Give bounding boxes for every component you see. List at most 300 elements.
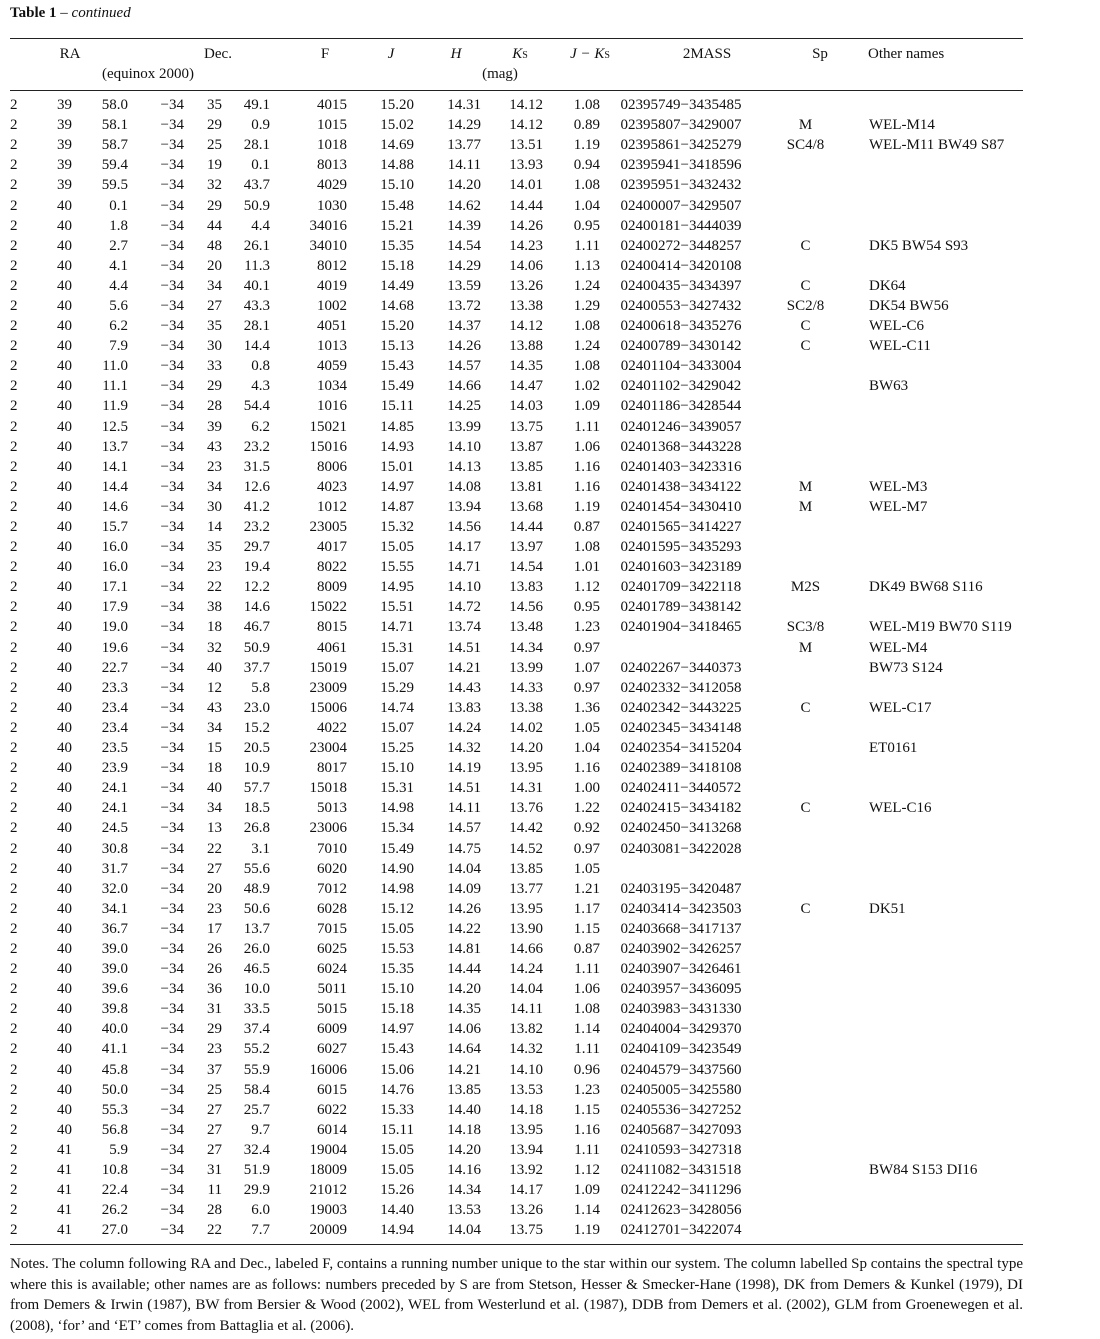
ks-mag-cell: 14.32 [509, 1041, 543, 1058]
table-row [10, 939, 1029, 959]
j-mag-cell: 15.18 [380, 1001, 414, 1018]
dec-m-cell: 29 [207, 117, 222, 134]
ra-m-cell: 40 [57, 800, 72, 817]
other-names-cell [849, 1019, 1029, 1039]
ra-h-cell: 2 [10, 1061, 18, 1078]
dec-s-cell: 10.9 [243, 760, 270, 777]
f-number-cell: 7015 [317, 920, 347, 937]
spectral-type-cell [762, 1120, 849, 1140]
other-names-cell: BW73 S124 [869, 659, 943, 676]
table-row [10, 316, 1029, 336]
dec-s-cell: 58.4 [243, 1081, 270, 1098]
j-mag-cell: 15.10 [380, 760, 414, 777]
dec-m-cell: 35 [207, 539, 222, 556]
dec-m-cell: 22 [207, 579, 222, 596]
ra-m-cell: 40 [57, 519, 72, 536]
spectral-type-cell [762, 597, 849, 617]
h-mag-cell: 14.39 [447, 217, 481, 234]
twomass-id-cell: 02402342−3443225 [620, 699, 742, 716]
twomass-id-cell: 02403668−3417137 [620, 920, 742, 937]
table-row [10, 537, 1029, 557]
j-mag-cell: 14.88 [380, 157, 414, 174]
f-number-cell: 8009 [317, 579, 347, 596]
ra-h-cell: 2 [10, 679, 18, 696]
dec-d-cell: −34 [160, 599, 184, 616]
h-mag-cell: 14.04 [447, 860, 481, 877]
f-number-cell: 19004 [309, 1141, 347, 1158]
twomass-id-cell: 02401102−3429042 [620, 378, 742, 395]
other-names-cell [849, 859, 1029, 879]
table-row [10, 256, 1029, 276]
j-ks-color-cell: 1.08 [573, 539, 600, 556]
ra-s-cell: 10.8 [101, 1162, 128, 1179]
twomass-id-cell: 02400414−3420108 [620, 257, 742, 274]
ra-s-cell: 7.9 [109, 338, 128, 355]
j-mag-cell: 15.35 [380, 961, 414, 978]
other-names-cell [849, 417, 1029, 437]
h-mag-cell: 13.85 [447, 1081, 481, 1098]
ks-mag-cell: 14.52 [509, 840, 543, 857]
dec-d-cell: −34 [160, 699, 184, 716]
j-mag-cell: 15.43 [380, 1041, 414, 1058]
j-ks-color-cell: 1.17 [573, 900, 600, 917]
ra-h-cell: 2 [10, 639, 18, 656]
j-ks-color-cell: 1.15 [573, 1101, 600, 1118]
j-mag-cell: 15.20 [380, 318, 414, 335]
ra-m-cell: 40 [57, 719, 72, 736]
ra-h-cell: 2 [10, 920, 18, 937]
ra-m-cell: 40 [57, 478, 72, 495]
h-mag-cell: 14.21 [447, 659, 481, 676]
spectral-type-cell: M [798, 498, 813, 515]
j-mag-cell: 14.71 [380, 619, 414, 636]
table-row [10, 1100, 1029, 1120]
ks-mag-cell: 14.24 [509, 961, 543, 978]
spectral-type-cell [762, 979, 849, 999]
h-mag-cell: 14.31 [447, 97, 481, 114]
dec-d-cell: −34 [160, 297, 184, 314]
h-mag-cell: 14.04 [447, 1222, 481, 1239]
j-ks-color-cell: 1.04 [573, 740, 600, 757]
ra-h-cell: 2 [10, 1141, 18, 1158]
ra-s-cell: 22.7 [101, 659, 128, 676]
ra-m-cell: 40 [57, 981, 72, 998]
ra-h-cell: 2 [10, 961, 18, 978]
other-names-cell [849, 437, 1029, 457]
f-number-cell: 18009 [309, 1162, 347, 1179]
other-names-cell: DK49 BW68 S116 [869, 579, 983, 596]
f-number-cell: 4061 [317, 639, 347, 656]
twomass-id-cell: 02402345−3434148 [620, 719, 742, 736]
j-ks-color-cell: 1.16 [573, 478, 600, 495]
h-mag-cell: 13.74 [447, 619, 481, 636]
f-number-cell: 21012 [309, 1182, 347, 1199]
h-mag-cell: 13.94 [447, 498, 481, 515]
twomass-id-cell: 02412623−3428056 [620, 1202, 742, 1219]
dec-d-cell: −34 [160, 237, 184, 254]
dec-s-cell: 23.0 [243, 699, 270, 716]
dec-m-cell: 48 [207, 237, 222, 254]
ra-h-cell: 2 [10, 1001, 18, 1018]
dec-s-cell: 0.9 [251, 117, 270, 134]
twomass-id-cell: 02401454−3430410 [620, 498, 742, 515]
spectral-type-cell [762, 1180, 849, 1200]
j-ks-color-cell: 1.14 [573, 1021, 600, 1038]
twomass-id-cell: 02402411−3440572 [620, 780, 742, 797]
f-number-cell: 1034 [317, 378, 347, 395]
dec-d-cell: −34 [160, 458, 184, 475]
h-mag-cell: 14.40 [447, 1101, 481, 1118]
ra-s-cell: 39.6 [101, 981, 128, 998]
table-row [10, 195, 1029, 215]
twomass-id-cell: 02395749−3435485 [620, 97, 742, 114]
f-number-cell: 1012 [317, 498, 347, 515]
table-row [10, 838, 1029, 858]
ra-s-cell: 17.1 [101, 579, 128, 596]
twomass-id-cell: 02403957−3436095 [620, 981, 742, 998]
header-2mass: 2MASS [682, 46, 732, 62]
ra-h-cell: 2 [10, 117, 18, 134]
f-number-cell: 8006 [317, 458, 347, 475]
f-number-cell: 6022 [317, 1101, 347, 1118]
ra-h-cell: 2 [10, 900, 18, 917]
dec-m-cell: 35 [207, 97, 222, 114]
spectral-type-cell: SC4/8 [786, 137, 825, 154]
ra-m-cell: 40 [57, 438, 72, 455]
other-names-cell [849, 557, 1029, 577]
ra-s-cell: 58.7 [101, 137, 128, 154]
other-names-cell [849, 537, 1029, 557]
dec-d-cell: −34 [160, 860, 184, 877]
table-row [10, 617, 1029, 637]
twomass-id-cell: 02405687−3427093 [620, 1121, 742, 1138]
ks-mag-cell: 14.26 [509, 217, 543, 234]
j-mag-cell: 15.05 [380, 920, 414, 937]
h-mag-cell: 14.20 [447, 981, 481, 998]
twomass-id-cell: 02403195−3420487 [620, 880, 742, 897]
dec-s-cell: 0.1 [251, 157, 270, 174]
j-mag-cell: 14.87 [380, 498, 414, 515]
spectral-type-cell: C [800, 277, 811, 294]
other-names-cell: WEL-M19 BW70 S119 [869, 619, 1012, 636]
ra-h-cell: 2 [10, 418, 18, 435]
h-mag-cell: 14.22 [447, 920, 481, 937]
dec-d-cell: −34 [160, 197, 184, 214]
j-mag-cell: 15.26 [380, 1182, 414, 1199]
ks-mag-cell: 14.12 [509, 318, 543, 335]
f-number-cell: 7012 [317, 880, 347, 897]
ra-s-cell: 24.1 [101, 800, 128, 817]
other-names-cell [849, 678, 1029, 698]
j-ks-color-cell: 1.11 [574, 1141, 600, 1158]
other-names-cell: WEL-C6 [869, 318, 924, 335]
dec-d-cell: −34 [160, 438, 184, 455]
other-names-cell [849, 939, 1029, 959]
ra-m-cell: 40 [57, 780, 72, 797]
f-number-cell: 5011 [317, 981, 347, 998]
dec-m-cell: 40 [207, 659, 222, 676]
dec-s-cell: 55.9 [243, 1061, 270, 1078]
j-ks-color-cell: 0.95 [573, 217, 600, 234]
f-number-cell: 4051 [317, 318, 347, 335]
other-names-cell [849, 195, 1029, 215]
table-row [10, 557, 1029, 577]
ra-h-cell: 2 [10, 197, 18, 214]
ra-m-cell: 40 [57, 318, 72, 335]
other-names-cell [849, 597, 1029, 617]
ra-s-cell: 22.4 [101, 1182, 128, 1199]
table-row [10, 758, 1029, 778]
h-mag-cell: 14.08 [447, 478, 481, 495]
dec-s-cell: 50.6 [243, 900, 270, 917]
dec-m-cell: 30 [207, 338, 222, 355]
j-ks-color-cell: 1.00 [573, 780, 600, 797]
twomass-id-cell: 02412701−3422074 [620, 1222, 742, 1239]
f-number-cell: 23004 [309, 740, 347, 757]
f-number-cell: 1002 [317, 297, 347, 314]
twomass-id-cell [600, 859, 762, 879]
dec-d-cell: −34 [160, 820, 184, 837]
dec-d-cell: −34 [160, 177, 184, 194]
dec-s-cell: 26.8 [243, 820, 270, 837]
j-mag-cell: 15.07 [380, 659, 414, 676]
ks-mag-cell: 14.03 [509, 398, 543, 415]
ks-mag-cell: 14.42 [509, 820, 543, 837]
dec-d-cell: −34 [160, 559, 184, 576]
table-row [10, 638, 1029, 658]
dec-m-cell: 25 [207, 1081, 222, 1098]
dec-m-cell: 31 [207, 1162, 222, 1179]
j-mag-cell: 15.32 [380, 519, 414, 536]
ks-mag-cell: 13.68 [509, 498, 543, 515]
ks-mag-cell: 13.95 [509, 900, 543, 917]
j-mag-cell: 15.29 [380, 679, 414, 696]
twomass-id-cell: 02403902−3426257 [620, 940, 742, 957]
ra-m-cell: 40 [57, 880, 72, 897]
j-ks-color-cell: 1.12 [573, 579, 600, 596]
header-ks: KS [512, 46, 528, 62]
ra-s-cell: 26.2 [101, 1202, 128, 1219]
ra-m-cell: 39 [57, 157, 72, 174]
dec-s-cell: 23.2 [243, 438, 270, 455]
ra-m-cell: 40 [57, 579, 72, 596]
ra-s-cell: 16.0 [101, 539, 128, 556]
ra-h-cell: 2 [10, 398, 18, 415]
ra-m-cell: 40 [57, 378, 72, 395]
spectral-type-cell: C [800, 900, 811, 917]
j-mag-cell: 15.11 [380, 398, 414, 415]
spectral-type-cell [762, 778, 849, 798]
j-ks-color-cell: 1.08 [573, 1001, 600, 1018]
ra-s-cell: 32.0 [101, 880, 128, 897]
ks-mag-cell: 13.95 [509, 760, 543, 777]
other-names-cell [849, 95, 1029, 115]
ks-mag-cell: 14.20 [509, 740, 543, 757]
dec-m-cell: 39 [207, 418, 222, 435]
ks-mag-cell: 14.04 [509, 981, 543, 998]
dec-s-cell: 29.7 [243, 539, 270, 556]
f-number-cell: 34016 [309, 217, 347, 234]
spectral-type-cell: C [800, 699, 811, 716]
ks-mag-cell: 14.17 [509, 1182, 543, 1199]
ks-mag-cell: 13.87 [509, 438, 543, 455]
dec-s-cell: 19.4 [243, 559, 270, 576]
h-mag-cell: 14.10 [447, 438, 481, 455]
f-number-cell: 15022 [309, 599, 347, 616]
twomass-id-cell: 02401246−3439057 [620, 418, 742, 435]
ra-m-cell: 40 [57, 699, 72, 716]
ra-h-cell: 2 [10, 800, 18, 817]
j-ks-color-cell: 1.19 [573, 137, 600, 154]
j-ks-color-cell: 0.94 [573, 157, 600, 174]
ra-m-cell: 40 [57, 458, 72, 475]
j-mag-cell: 15.20 [380, 97, 414, 114]
dec-m-cell: 36 [207, 981, 222, 998]
dec-d-cell: −34 [160, 1121, 184, 1138]
ra-h-cell: 2 [10, 619, 18, 636]
ra-h-cell: 2 [10, 277, 18, 294]
table-row [10, 135, 1029, 155]
dec-d-cell: −34 [160, 981, 184, 998]
dec-m-cell: 29 [207, 378, 222, 395]
h-mag-cell: 13.59 [447, 277, 481, 294]
ra-m-cell: 40 [57, 559, 72, 576]
other-names-cell [849, 778, 1029, 798]
dec-s-cell: 32.4 [243, 1141, 270, 1158]
ra-m-cell: 40 [57, 338, 72, 355]
table-row [10, 919, 1029, 939]
ks-mag-cell: 13.76 [509, 800, 543, 817]
ks-mag-cell: 13.85 [509, 458, 543, 475]
ra-m-cell: 40 [57, 820, 72, 837]
h-mag-cell: 14.44 [447, 961, 481, 978]
j-mag-cell: 15.35 [380, 237, 414, 254]
other-names-cell: WEL-C17 [869, 699, 932, 716]
other-names-cell: DK54 BW56 [869, 297, 949, 314]
ra-m-cell: 40 [57, 418, 72, 435]
h-mag-cell: 14.62 [447, 197, 481, 214]
twomass-id-cell: 02404579−3437560 [620, 1061, 742, 1078]
dec-d-cell: −34 [160, 1162, 184, 1179]
spectral-type-cell: SC3/8 [786, 619, 825, 636]
dec-m-cell: 33 [207, 358, 222, 375]
j-mag-cell: 15.10 [380, 981, 414, 998]
ra-m-cell: 40 [57, 599, 72, 616]
twomass-id-cell: 02395861−3425279 [620, 137, 742, 154]
spectral-type-cell: SC2/8 [786, 297, 825, 314]
dec-m-cell: 37 [207, 1061, 222, 1078]
caption-continued: continued [71, 5, 131, 21]
spectral-type-cell [762, 818, 849, 838]
h-mag-cell: 14.10 [447, 579, 481, 596]
ks-mag-cell: 14.23 [509, 237, 543, 254]
spectral-type-cell [762, 1039, 849, 1059]
ra-m-cell: 40 [57, 940, 72, 957]
other-names-cell [849, 1200, 1029, 1220]
dec-d-cell: −34 [160, 1202, 184, 1219]
h-mag-cell: 14.18 [447, 1121, 481, 1138]
j-ks-color-cell: 1.16 [573, 1121, 600, 1138]
dec-m-cell: 23 [207, 458, 222, 475]
h-mag-cell: 14.51 [447, 780, 481, 797]
j-mag-cell: 14.98 [380, 880, 414, 897]
other-names-cell: BW63 [869, 378, 909, 395]
table-row [10, 417, 1029, 437]
h-mag-cell: 14.81 [447, 940, 481, 957]
dec-m-cell: 17 [207, 920, 222, 937]
dec-s-cell: 18.5 [243, 800, 270, 817]
dec-m-cell: 38 [207, 599, 222, 616]
twomass-id-cell: 02405536−3427252 [620, 1101, 742, 1118]
table-row [10, 276, 1029, 296]
ra-s-cell: 15.7 [101, 519, 128, 536]
ks-mag-cell: 14.66 [509, 940, 543, 957]
dec-s-cell: 41.2 [243, 498, 270, 515]
ks-mag-cell: 13.26 [509, 277, 543, 294]
ra-h-cell: 2 [10, 981, 18, 998]
f-number-cell: 6024 [317, 961, 347, 978]
spectral-type-cell [762, 195, 849, 215]
dec-m-cell: 26 [207, 961, 222, 978]
h-mag-cell: 14.57 [447, 358, 481, 375]
table-row [10, 175, 1029, 195]
spectral-type-cell [762, 1160, 849, 1180]
dec-d-cell: −34 [160, 97, 184, 114]
j-mag-cell: 15.12 [380, 900, 414, 917]
f-number-cell: 4023 [317, 478, 347, 495]
f-number-cell: 6028 [317, 900, 347, 917]
twomass-id-cell: 02402267−3440373 [620, 659, 742, 676]
j-ks-color-cell: 1.05 [573, 860, 600, 877]
dec-m-cell: 14 [207, 519, 222, 536]
ra-h-cell: 2 [10, 177, 18, 194]
j-ks-color-cell: 1.11 [574, 237, 600, 254]
j-ks-color-cell: 0.97 [573, 840, 600, 857]
table-row [10, 517, 1029, 537]
dec-d-cell: −34 [160, 398, 184, 415]
j-ks-color-cell: 1.19 [573, 1222, 600, 1239]
j-ks-color-cell: 1.06 [573, 438, 600, 455]
twomass-id-cell: 02402354−3415204 [620, 740, 742, 757]
dec-s-cell: 26.1 [243, 237, 270, 254]
header-equinox: (equinox 2000) [101, 66, 195, 82]
j-mag-cell: 14.93 [380, 438, 414, 455]
f-number-cell: 8017 [317, 760, 347, 777]
ra-m-cell: 40 [57, 1081, 72, 1098]
f-number-cell: 5013 [317, 800, 347, 817]
spectral-type-cell [762, 678, 849, 698]
f-number-cell: 20009 [309, 1222, 347, 1239]
table-row [10, 396, 1029, 416]
f-number-cell: 4019 [317, 277, 347, 294]
spectral-type-cell [762, 437, 849, 457]
spectral-type-cell: C [800, 338, 811, 355]
ra-h-cell: 2 [10, 1121, 18, 1138]
j-mag-cell: 15.10 [380, 177, 414, 194]
j-ks-color-cell: 1.24 [573, 338, 600, 355]
dec-s-cell: 12.2 [243, 579, 270, 596]
dec-m-cell: 15 [207, 740, 222, 757]
j-ks-color-cell: 1.02 [573, 378, 600, 395]
j-mag-cell: 14.97 [380, 1021, 414, 1038]
f-number-cell: 4059 [317, 358, 347, 375]
header-ra: RA [59, 46, 81, 62]
f-number-cell: 16006 [309, 1061, 347, 1078]
ra-m-cell: 40 [57, 740, 72, 757]
other-names-cell: WEL-M11 BW49 S87 [869, 137, 1005, 154]
ra-m-cell: 40 [57, 659, 72, 676]
ra-s-cell: 19.6 [101, 639, 128, 656]
